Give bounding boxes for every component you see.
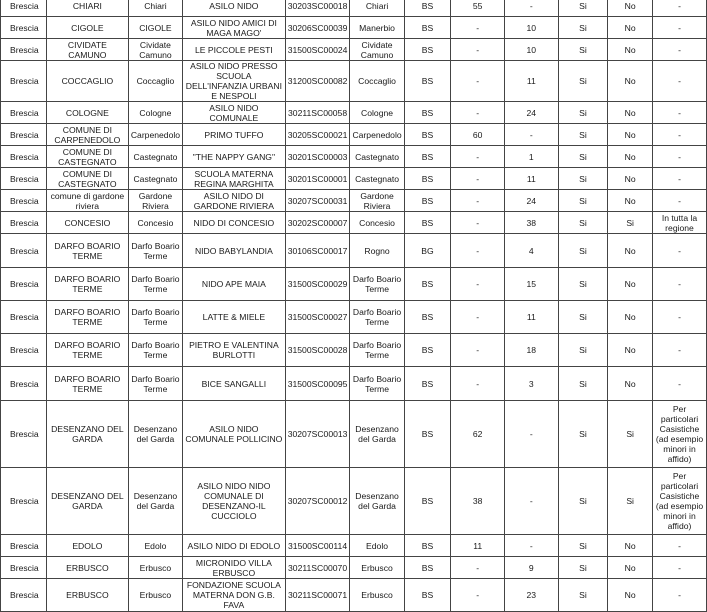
table-cell: -	[505, 124, 559, 146]
table-cell: NIDO BABYLANDIA	[183, 234, 286, 268]
table-cell: Brescia	[1, 146, 47, 168]
table-cell: -	[653, 579, 707, 612]
table-cell: comune di gardone riviera	[46, 190, 128, 212]
table-cell: No	[608, 61, 653, 102]
table-cell: In tutta la regione	[653, 212, 707, 234]
table-cell: 60	[451, 124, 505, 146]
table-cell: Si	[558, 301, 608, 334]
table-cell: DARFO BOARIO TERME	[46, 268, 128, 301]
table-cell: 38	[451, 468, 505, 535]
table-cell: -	[451, 190, 505, 212]
table-cell: Si	[608, 468, 653, 535]
table-cell: COMUNE DI CARPENEDOLO	[46, 124, 128, 146]
table-row	[1, 39, 707, 61]
table-cell: -	[451, 168, 505, 190]
table-cell: Castegnato	[350, 146, 404, 168]
table-cell: Edolo	[128, 535, 182, 557]
table-cell: BS	[404, 268, 451, 301]
table-cell: Erbusco	[128, 557, 182, 579]
table-cell: Desenzano del Garda	[128, 401, 182, 468]
table-cell: Brescia	[1, 268, 47, 301]
table-cell: Chiari	[350, 0, 404, 17]
table-cell: -	[653, 168, 707, 190]
table-cell: -	[451, 579, 505, 612]
table-cell: Darfo Boario Terme	[350, 268, 404, 301]
table-cell: Si	[558, 124, 608, 146]
table-cell: Brescia	[1, 61, 47, 102]
table-cell: Darfo Boario Terme	[128, 268, 182, 301]
table-cell: Si	[608, 401, 653, 468]
table-cell: Brescia	[1, 334, 47, 367]
table-cell: 30206SC00039	[285, 17, 350, 39]
table-row	[1, 17, 707, 39]
table-cell: Si	[558, 168, 608, 190]
table-cell: FONDAZIONE SCUOLA MATERNA DON G.B. FAVA	[183, 579, 286, 612]
table-cell: -	[451, 557, 505, 579]
table-cell: CHIARI	[46, 0, 128, 17]
table-cell: -	[653, 535, 707, 557]
table-cell: -	[451, 146, 505, 168]
table-cell: BS	[404, 401, 451, 468]
table-cell: Si	[558, 535, 608, 557]
table-cell: -	[451, 61, 505, 102]
table-cell: No	[608, 334, 653, 367]
table-row	[1, 301, 707, 334]
table-row	[1, 146, 707, 168]
table-cell: 15	[505, 268, 559, 301]
table-cell: BS	[404, 0, 451, 17]
table-cell: No	[608, 124, 653, 146]
table-cell: 30207SC00013	[285, 401, 350, 468]
table-cell: -	[653, 334, 707, 367]
table-cell: Si	[558, 212, 608, 234]
table-row	[1, 579, 707, 612]
table-cell: -	[451, 234, 505, 268]
table-cell: 23	[505, 579, 559, 612]
table-cell: -	[451, 367, 505, 401]
table-cell: BS	[404, 468, 451, 535]
table-row	[1, 367, 707, 401]
table-cell: -	[653, 17, 707, 39]
table-cell: Rogno	[350, 234, 404, 268]
table-cell: MICRONIDO VILLA ERBUSCO	[183, 557, 286, 579]
table-row	[1, 168, 707, 190]
table-cell: Per particolari Casistiche (ad esempio minori in affido)	[653, 468, 707, 535]
table-cell: Concesio	[350, 212, 404, 234]
table-cell: Castegnato	[350, 168, 404, 190]
table-cell: -	[653, 124, 707, 146]
table-cell: 9	[505, 557, 559, 579]
table-cell: -	[451, 102, 505, 124]
table-cell: -	[653, 301, 707, 334]
table-row	[1, 334, 707, 367]
table-cell: CIVIDATE CAMUNO	[46, 39, 128, 61]
table-cell: Gardone Riviera	[350, 190, 404, 212]
table-cell: No	[608, 367, 653, 401]
table-cell: Cividate Camuno	[350, 39, 404, 61]
table-cell: Brescia	[1, 535, 47, 557]
table-cell: 30211SC00070	[285, 557, 350, 579]
table-cell: Darfo Boario Terme	[128, 301, 182, 334]
table-cell: BG	[404, 234, 451, 268]
table-cell: ERBUSCO	[46, 557, 128, 579]
table-cell: Si	[558, 579, 608, 612]
table-cell: ASILO NIDO AMICI DI MAGA MAGO'	[183, 17, 286, 39]
table-cell: ASILO NIDO PRESSO SCUOLA DELL'INFANZIA URBANI E NESPOLI	[183, 61, 286, 102]
table-cell: 10	[505, 17, 559, 39]
table-cell: Coccaglio	[350, 61, 404, 102]
table-cell: PIETRO E VALENTINA BURLOTTI	[183, 334, 286, 367]
table-cell: BS	[404, 557, 451, 579]
table-cell: -	[505, 401, 559, 468]
table-cell: No	[608, 168, 653, 190]
table-cell: Si	[608, 212, 653, 234]
table-cell: COCCAGLIO	[46, 61, 128, 102]
table-cell: Si	[558, 0, 608, 17]
table-cell: -	[505, 0, 559, 17]
table-cell: EDOLO	[46, 535, 128, 557]
table-cell: BS	[404, 146, 451, 168]
table-cell: Si	[558, 367, 608, 401]
table-cell: 3	[505, 367, 559, 401]
table-cell: NIDO DI CONCESIO	[183, 212, 286, 234]
table-row	[1, 212, 707, 234]
table-cell: Brescia	[1, 17, 47, 39]
table-cell: 31500SC00028	[285, 334, 350, 367]
table-cell: NIDO APE MAIA	[183, 268, 286, 301]
table-cell: ASILO NIDO DI GARDONE RIVIERA	[183, 190, 286, 212]
table-cell: DESENZANO DEL GARDA	[46, 401, 128, 468]
table-cell: Chiari	[128, 0, 182, 17]
table-cell: BS	[404, 535, 451, 557]
table-cell: Si	[558, 146, 608, 168]
table-cell: Si	[558, 557, 608, 579]
table-cell: Brescia	[1, 102, 47, 124]
table-cell: 31500SC00029	[285, 268, 350, 301]
table-cell: 31500SC00114	[285, 535, 350, 557]
table-cell: Erbusco	[128, 579, 182, 612]
table-cell: 30202SC00007	[285, 212, 350, 234]
table-cell: Erbusco	[350, 579, 404, 612]
table-cell: -	[451, 301, 505, 334]
table-cell: DARFO BOARIO TERME	[46, 334, 128, 367]
table-cell: Concesio	[128, 212, 182, 234]
table-cell: Si	[558, 268, 608, 301]
table-cell: BS	[404, 124, 451, 146]
table-row	[1, 557, 707, 579]
table-cell: "THE NAPPY GANG"	[183, 146, 286, 168]
table-cell: Carpenedolo	[350, 124, 404, 146]
table-cell: 30201SC00001	[285, 168, 350, 190]
table-cell: Si	[558, 17, 608, 39]
table-cell: CIGOLE	[128, 17, 182, 39]
table-cell: Si	[558, 61, 608, 102]
table-cell: BS	[404, 102, 451, 124]
table-cell: ASILO NIDO COMUNALE POLLICINO	[183, 401, 286, 468]
table-cell: ASILO NIDO COMUNALE	[183, 102, 286, 124]
table-cell: Brescia	[1, 401, 47, 468]
table-cell: Edolo	[350, 535, 404, 557]
table-cell: BS	[404, 334, 451, 367]
table-cell: BS	[404, 367, 451, 401]
table-cell: Cividate Camuno	[128, 39, 182, 61]
table-cell: Si	[558, 401, 608, 468]
table-cell: Per particolari Casistiche (ad esempio minori in affido)	[653, 401, 707, 468]
table-cell: ASILO NIDO DI EDOLO	[183, 535, 286, 557]
table-cell: BS	[404, 168, 451, 190]
table-cell: 11	[505, 168, 559, 190]
table-cell: Desenzano del Garda	[350, 401, 404, 468]
table-row	[1, 268, 707, 301]
table-cell: No	[608, 146, 653, 168]
table-cell: DARFO BOARIO TERME	[46, 367, 128, 401]
table-cell: 38	[505, 212, 559, 234]
table-cell: -	[451, 334, 505, 367]
table-cell: -	[505, 468, 559, 535]
table-cell: 30211SC00058	[285, 102, 350, 124]
table-cell: 30201SC00003	[285, 146, 350, 168]
table-cell: Si	[558, 102, 608, 124]
table-row	[1, 124, 707, 146]
table-cell: -	[653, 146, 707, 168]
table-cell: Si	[558, 190, 608, 212]
table-cell: CIGOLE	[46, 17, 128, 39]
table-cell: No	[608, 234, 653, 268]
table-cell: Gardone Riviera	[128, 190, 182, 212]
table-cell: 4	[505, 234, 559, 268]
table-cell: -	[653, 367, 707, 401]
table-cell: Brescia	[1, 212, 47, 234]
table-cell: 30205SC00021	[285, 124, 350, 146]
table-cell: ERBUSCO	[46, 579, 128, 612]
table-cell: 31500SC00027	[285, 301, 350, 334]
table-cell: No	[608, 268, 653, 301]
table-cell: Si	[558, 468, 608, 535]
table-cell: -	[653, 39, 707, 61]
table-cell: BICE SANGALLI	[183, 367, 286, 401]
table-cell: 24	[505, 190, 559, 212]
table-row	[1, 102, 707, 124]
table-cell: COMUNE DI CASTEGNATO	[46, 146, 128, 168]
table-cell: No	[608, 301, 653, 334]
table-cell: No	[608, 17, 653, 39]
table-cell: Brescia	[1, 468, 47, 535]
table-cell: Desenzano del Garda	[350, 468, 404, 535]
table-row	[1, 0, 707, 17]
table-cell: 30211SC00071	[285, 579, 350, 612]
table-cell: Castegnato	[128, 146, 182, 168]
table-cell: -	[653, 61, 707, 102]
table-cell: 62	[451, 401, 505, 468]
table-cell: Brescia	[1, 557, 47, 579]
table-cell: 24	[505, 102, 559, 124]
table-cell: 11	[451, 535, 505, 557]
table-cell: Brescia	[1, 301, 47, 334]
table-cell: 31200SC00082	[285, 61, 350, 102]
table-row	[1, 190, 707, 212]
table-cell: 10	[505, 39, 559, 61]
table-cell: 30207SC00031	[285, 190, 350, 212]
table-cell: No	[608, 579, 653, 612]
table-cell: Darfo Boario Terme	[128, 234, 182, 268]
table-cell: SCUOLA MATERNA REGINA MARGHITA	[183, 168, 286, 190]
table-cell: 11	[505, 61, 559, 102]
table-cell: No	[608, 102, 653, 124]
table-cell: No	[608, 557, 653, 579]
table-cell: Darfo Boario Terme	[350, 367, 404, 401]
table-cell: Si	[558, 334, 608, 367]
table-row	[1, 468, 707, 535]
table-cell: Brescia	[1, 0, 47, 17]
table-cell: Brescia	[1, 39, 47, 61]
table-cell: CONCESIO	[46, 212, 128, 234]
table-cell: -	[653, 557, 707, 579]
table-cell: No	[608, 535, 653, 557]
table-cell: Darfo Boario Terme	[350, 301, 404, 334]
table-cell: BS	[404, 301, 451, 334]
table-cell: 1	[505, 146, 559, 168]
table-cell: DESENZANO DEL GARDA	[46, 468, 128, 535]
table-cell: No	[608, 0, 653, 17]
table-cell: Desenzano del Garda	[128, 468, 182, 535]
table-cell: Brescia	[1, 124, 47, 146]
table-cell: Manerbio	[350, 17, 404, 39]
table-row	[1, 234, 707, 268]
table-cell: -	[451, 39, 505, 61]
table-cell: Darfo Boario Terme	[128, 367, 182, 401]
table-cell: Si	[558, 234, 608, 268]
table-row	[1, 401, 707, 468]
table-cell: BS	[404, 579, 451, 612]
table-cell: -	[451, 212, 505, 234]
table-cell: BS	[404, 17, 451, 39]
table-cell: 31500SC00095	[285, 367, 350, 401]
table-cell: Coccaglio	[128, 61, 182, 102]
table-cell: -	[653, 102, 707, 124]
table-cell: Cologne	[350, 102, 404, 124]
table-cell: Cologne	[128, 102, 182, 124]
table-cell: Si	[558, 39, 608, 61]
table-cell: Brescia	[1, 190, 47, 212]
table-cell: Brescia	[1, 367, 47, 401]
table-cell: BS	[404, 61, 451, 102]
table-cell: Darfo Boario Terme	[128, 334, 182, 367]
table-cell: -	[451, 268, 505, 301]
table-cell: BS	[404, 212, 451, 234]
table-cell: Brescia	[1, 234, 47, 268]
table-cell: COMUNE DI CASTEGNATO	[46, 168, 128, 190]
table-cell: BS	[404, 190, 451, 212]
table-cell: -	[505, 535, 559, 557]
table-cell: 55	[451, 0, 505, 17]
table-cell: 31500SC00024	[285, 39, 350, 61]
table-cell: 30203SC00018	[285, 0, 350, 17]
table-cell: Darfo Boario Terme	[350, 334, 404, 367]
table-cell: Erbusco	[350, 557, 404, 579]
table-cell: Carpenedolo	[128, 124, 182, 146]
table-cell: No	[608, 39, 653, 61]
table-cell: -	[653, 0, 707, 17]
table-cell: Castegnato	[128, 168, 182, 190]
table-row	[1, 61, 707, 102]
table-cell: DARFO BOARIO TERME	[46, 301, 128, 334]
table-cell: PRIMO TUFFO	[183, 124, 286, 146]
table-cell: ASILO NIDO NIDO COMUNALE DI DESENZANO-IL CUCCIOLO	[183, 468, 286, 535]
table-cell: 18	[505, 334, 559, 367]
table-cell: 11	[505, 301, 559, 334]
table-cell: LATTE & MIELE	[183, 301, 286, 334]
table-cell: BS	[404, 39, 451, 61]
table-row	[1, 535, 707, 557]
table-cell: 30106SC00017	[285, 234, 350, 268]
table-cell: COLOGNE	[46, 102, 128, 124]
table-cell: -	[451, 17, 505, 39]
table-cell: Brescia	[1, 168, 47, 190]
table-cell: -	[653, 268, 707, 301]
table-cell: No	[608, 190, 653, 212]
table-cell: -	[653, 234, 707, 268]
table-cell: ASILO NIDO	[183, 0, 286, 17]
table-cell: -	[653, 190, 707, 212]
table-cell: 30207SC00012	[285, 468, 350, 535]
table-cell: Brescia	[1, 579, 47, 612]
table-cell: DARFO BOARIO TERME	[46, 234, 128, 268]
table-cell: LE PICCOLE PESTI	[183, 39, 286, 61]
